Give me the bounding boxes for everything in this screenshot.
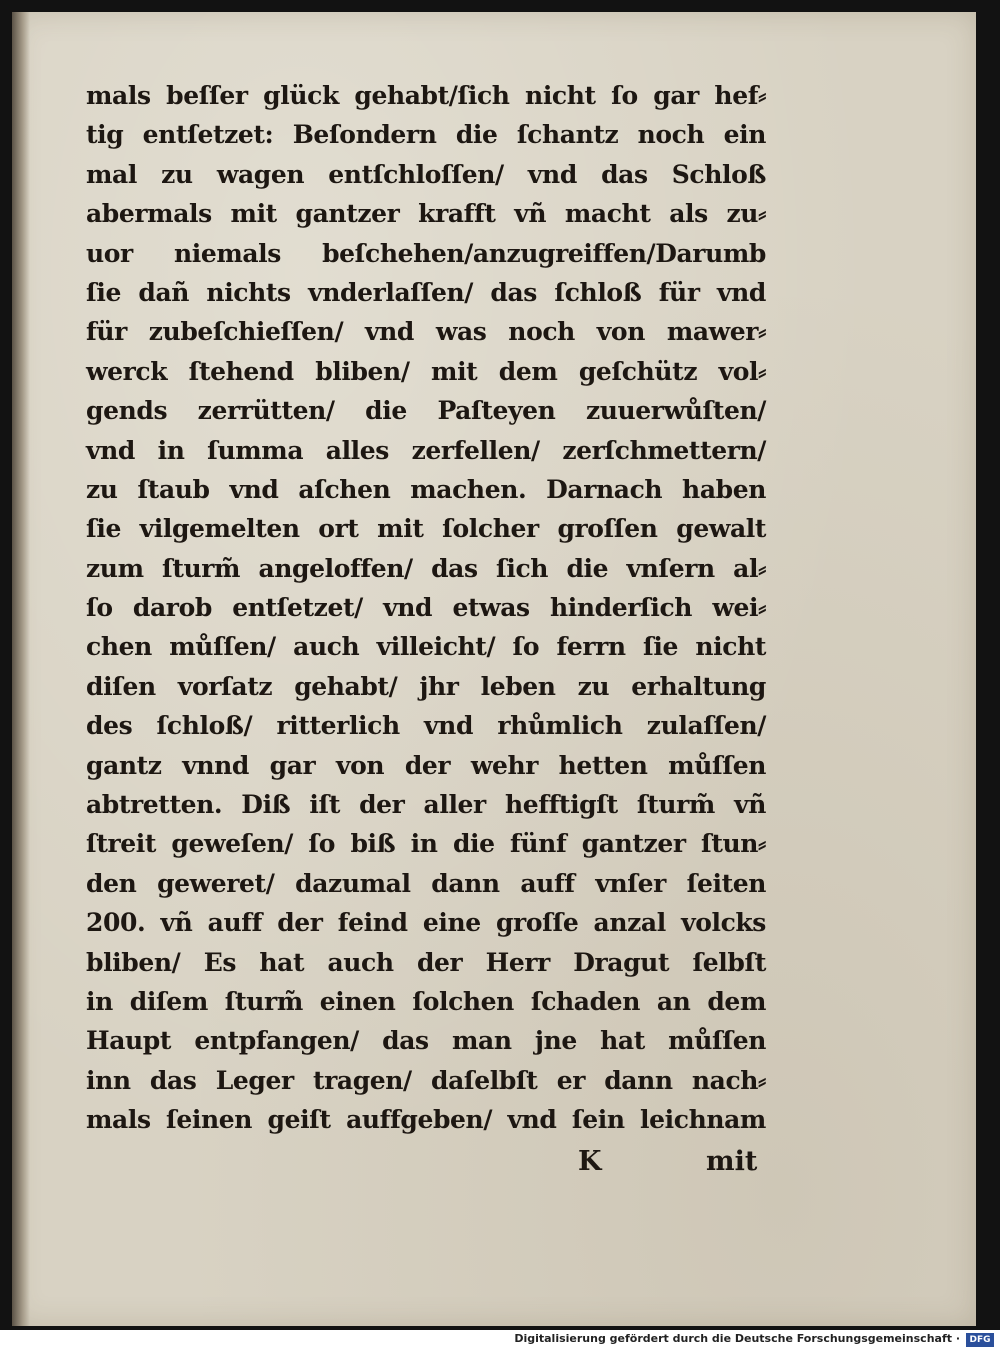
text-line: des ſchloß/ ritterlich vnd rhůmlich zulaſſen/ xyxy=(86,711,766,741)
text-line: uor niemals beſchehen/anzugreiffen/Darumb xyxy=(86,238,766,268)
text-line: ſo darob entſetzet/ vnd etwas hinderſich wei⸗ xyxy=(86,593,766,623)
text-line: bliben/ Es hat auch der Herr Dragut ſelbſt xyxy=(86,947,766,977)
text-line: tig entſetzet: Beſondern die ſchantz noch ein xyxy=(86,120,766,150)
text-line: vnd in ſumma alles zerfellen/ zerſchmettern/ xyxy=(86,435,766,465)
text-line: mals beſſer glück gehabt/ſich nicht ſo gar hef⸗ xyxy=(86,81,766,110)
text-line: gends zerrütten/ die Paſteyen zuuerwůſten/ xyxy=(86,396,766,426)
text-line: mal zu wagen entſchloſſen/ vnd das Schloß xyxy=(86,159,766,189)
catchword: mit xyxy=(706,1146,758,1177)
text-line: den geweret/ dazumal dann auff vnſer ſeiten xyxy=(86,868,766,898)
text-line: 200. vñ auff der feind eine groſſe anzal volcks xyxy=(86,908,766,938)
page-gutter-shadow xyxy=(12,12,30,1326)
text-line: ſie vilgemelten ort mit ſolcher groſſen gewalt xyxy=(86,514,766,544)
text-line: Haupt entpfangen/ das man jne hat můſſen xyxy=(86,1026,766,1056)
text-line: für zubeſchieſſen/ vnd was noch von mawer⸗ xyxy=(86,317,766,347)
text-line: mals ſeinen geiſt auffgeben/ vnd ſein leichnam xyxy=(86,1105,766,1135)
text-line: diſen vorſatz gehabt/ jhr leben zu erhaltung xyxy=(86,671,766,701)
signature-mark: K xyxy=(578,1146,602,1177)
dfg-logo-icon: DFG xyxy=(966,1333,994,1347)
footer-credit: Digitalisierung gefördert durch die Deutsche Forschungsgemeinschaft · xyxy=(514,1332,960,1345)
text-line: ſtreit geweſen/ ſo biß in die fünf gantzer ſtun⸗ xyxy=(86,829,766,859)
text-line: abermals mit gantzer krafft vñ macht als zu⸗ xyxy=(86,199,766,229)
text-line: chen můſſen/ auch villeicht/ ſo ferrn ſie nicht xyxy=(86,632,766,662)
text-line: in diſem ſturm̃ einen ſolchen ſchaden an dem xyxy=(86,986,766,1016)
text-line: werck ſtehend bliben/ mit dem geſchütz vol⸗ xyxy=(86,356,766,386)
text-line: zu ſtaub vnd aſchen machen. Darnach haben xyxy=(86,474,766,504)
text-line: zum ſturm̃ angeloffen/ das ſich die vnſern al⸗ xyxy=(86,553,766,583)
text-line: ſie dañ nichts vnderlaſſen/ das ſchloß für vnd xyxy=(86,277,766,307)
text-line: abtretten. Diß iſt der aller hefftigſt ſturm̃ vñ xyxy=(86,790,766,820)
text-line: inn das Leger tragen/ daſelbſt er dann nach⸗ xyxy=(86,1065,766,1095)
footer-bar xyxy=(0,1330,1000,1351)
body-text xyxy=(86,76,766,1140)
text-line: gantz vnnd gar von der wehr hetten můſſen xyxy=(86,750,766,780)
